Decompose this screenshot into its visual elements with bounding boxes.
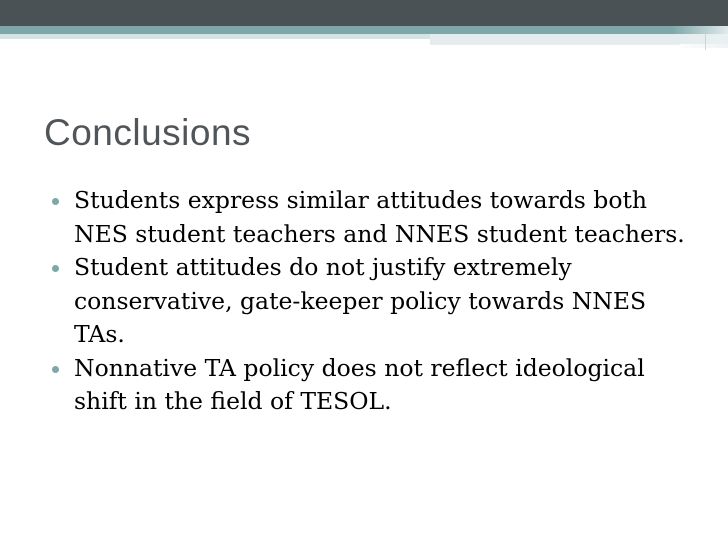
bullet-text: Student attitudes do not justify extremely conservative, gate-keeper policy towards NNES TAs. [74,253,647,348]
bullet-list [50,184,700,419]
bullet-text: Nonnative TA policy does not reflect ideological shift in the field of TESOL. [74,353,645,415]
header-band-teal [0,26,728,34]
bullet-item [50,184,700,251]
header-band-dark [0,0,728,26]
slide-title: Conclusions [44,112,252,153]
bullet-dot-icon [52,265,59,272]
header-accent-tick [705,34,706,50]
header-accent-fade [672,26,728,48]
bullet-text: Students express similar attitudes towards both NES student teachers and NNES student teachers. [74,186,685,248]
bullet-dot-icon [52,366,59,373]
header-accent-line [430,44,680,45]
bullet-item [50,251,700,352]
bullet-item [50,352,700,419]
bullet-dot-icon [52,198,59,205]
